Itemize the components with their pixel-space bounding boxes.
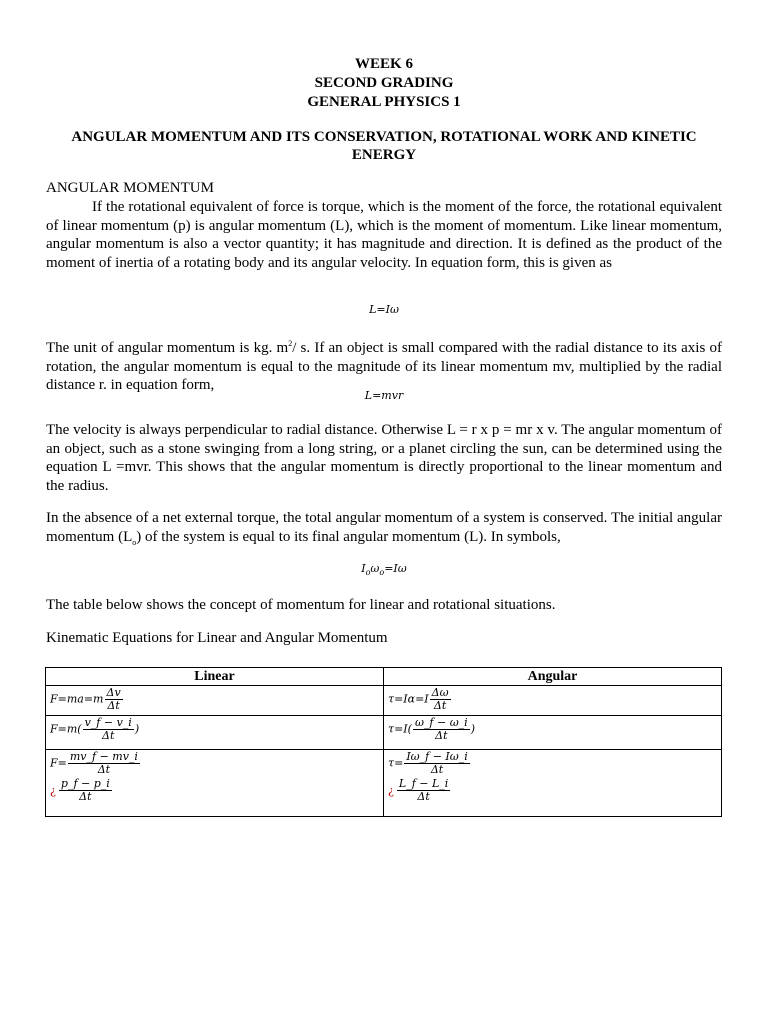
initial-subscript: o: [132, 537, 137, 547]
numerator: Iω_f − Iω_i: [406, 750, 468, 763]
numerator: mv_f − mv_i: [69, 750, 138, 763]
section-heading: ANGULAR MOMENTUM: [46, 180, 214, 196]
paragraph-conservation: [46, 509, 722, 552]
fraction: [413, 717, 470, 742]
document-title: ANGULAR MOMENTUM AND ITS CONSERVATION, ROTATIONAL WORK AND KINETIC ENERGY: [71, 129, 697, 163]
linear-cell-3: [46, 750, 384, 817]
formula-text: τ=Iα=I: [388, 692, 429, 706]
fraction: [397, 778, 450, 803]
fraction: [68, 751, 140, 776]
numerator: L_f − L_i: [398, 777, 449, 790]
denominator: Δt: [430, 763, 444, 776]
paragraph-velocity: The velocity is always perpendicular to radial distance. Otherwise L = r x p = mr x v. The angular momentum of an object, such as a stone swinging from a long string, or a planet circling the sun, can be determined using the equation L =mvr. This shows that the angular momentum is directly proportional to the linear momentum and the radius.: [46, 422, 722, 494]
linear-cell-1: [46, 686, 384, 716]
eq3-part-c: =Iω: [384, 562, 407, 575]
fraction: [83, 717, 134, 742]
numerator: Δω: [431, 686, 449, 699]
fraction: [430, 687, 451, 712]
table-header-row: [46, 668, 722, 686]
equation-conservation: [0, 562, 768, 577]
formula-text: F=m(: [50, 722, 82, 736]
formula-close-paren: ): [470, 722, 475, 736]
fraction: [404, 751, 469, 776]
equation-l-i-omega: L=Iω: [369, 303, 399, 316]
denominator: Δt: [417, 790, 430, 803]
fraction: [105, 687, 123, 712]
equation-l-mvr: L=mvr: [364, 389, 404, 402]
table-row: [46, 716, 722, 750]
linear-cell-2: [46, 716, 384, 750]
fraction: [59, 778, 112, 803]
angular-cell-2: [384, 716, 722, 750]
paragraph-unit-text-b: / s. If an object is small compared with the radial distance to its axis of rotation, the angular momentum is equal to the magnitude of its linear momentum mv, multiplied by the radial distance r. in equation form,: [46, 340, 722, 393]
kinematic-equations-table: [45, 667, 722, 817]
angular-cell-1: [384, 686, 722, 716]
paragraph-conservation-text-b: ) of the system is equal to its final angular momentum (L). In symbols,: [136, 528, 561, 545]
numerator: v_f − v_i: [84, 716, 132, 729]
formula-text: τ=I(: [388, 722, 412, 736]
denominator: Δt: [107, 699, 120, 712]
denominator: Δt: [435, 729, 448, 742]
formula-close-paren: ): [134, 722, 140, 736]
grading-label: SECOND GRADING: [314, 75, 454, 91]
inverted-question-mark: ¿: [388, 783, 394, 797]
week-label: WEEK 6: [355, 56, 413, 72]
table-row: [46, 750, 722, 817]
denominator: Δt: [97, 763, 111, 776]
table-row: [46, 686, 722, 716]
eq3-sub-2: o: [379, 568, 385, 578]
paragraph-definition: [46, 198, 722, 272]
angular-cell-3: [384, 750, 722, 817]
numerator: Δv: [106, 686, 121, 699]
eq3-sub-1: o: [365, 568, 371, 578]
numerator: ω_f − ω_i: [414, 716, 468, 729]
denominator: Δt: [433, 699, 447, 712]
unit-superscript: 2: [288, 339, 293, 348]
course-label: GENERAL PHYSICS 1: [307, 94, 461, 110]
paragraph-definition-text: If the rotational equivalent of force is torque, which is the moment of the force, the rotational equivalent of linear momentum (p) is angular momentum (L), which is the moment of momentum. Like linear momentum, angular momentum is also a vector quantity; it has magnitude and direction. It is defined as the product of the moment of inertia of a rotating body and its angular velocity. In equation form, this is given as: [46, 199, 722, 271]
table-caption: Kinematic Equations for Linear and Angular Momentum: [46, 630, 388, 646]
eq3-part-a: I: [361, 562, 366, 575]
paragraph-table-intro: The table below shows the concept of momentum for linear and rotational situations.: [46, 597, 556, 613]
denominator: Δt: [102, 729, 115, 742]
formula-text: F=: [50, 756, 67, 770]
numerator: p_f − p_i: [60, 777, 110, 790]
inverted-question-mark: ¿: [50, 783, 56, 797]
paragraph-unit: [46, 335, 722, 395]
column-header-angular: Angular: [384, 668, 722, 686]
eq3-part-b: ω: [370, 562, 380, 575]
paragraph-conservation-text-a: In the absence of a net external torque, the total angular momentum of a system is conserved. The initial angular momentum (L: [46, 510, 722, 545]
denominator: Δt: [79, 790, 92, 803]
formula-text: F=ma=m: [50, 692, 104, 706]
paragraph-unit-text-a: The unit of angular momentum is kg. m: [46, 340, 289, 356]
formula-text: τ=: [388, 756, 404, 770]
column-header-linear: Linear: [46, 668, 384, 686]
